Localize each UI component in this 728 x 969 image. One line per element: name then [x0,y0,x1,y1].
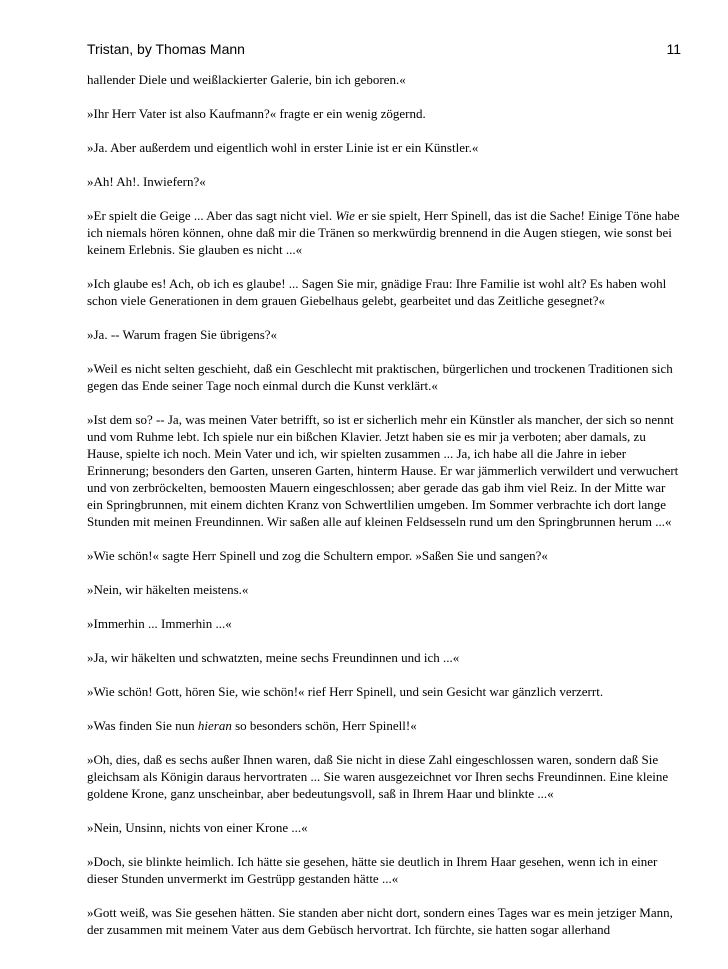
paragraph [87,411,683,530]
text-run: »Er spielt die Geige ... Aber das sagt nicht viel. [87,208,336,223]
text-run: »Nein, wir häkelten meistens.« [87,582,249,597]
paragraph [87,581,683,598]
paragraph [87,751,683,802]
text-run: »Oh, dies, daß es sechs außer Ihnen waren, daß Sie nicht in diese Zahl eingeschlossen waren, sondern daß Sie gleichsam als Königin daraus hervortraten ... Sie waren ausgezeichnet vor Ihren sechs Freundinnen. Eine kleine goldene Krone, ganz unscheinbar, aber bedeutungsvoll, saß in Ihrem Haar und blinkte ...« [87,752,669,801]
document-title: Tristan, by Thomas Mann [87,41,245,57]
paragraph [87,547,683,564]
text-run: »Weil es nicht selten geschieht, daß ein Geschlecht mit praktischen, bürgerlichen und trockenen Traditionen sich gegen das Ende seiner Tage noch einmal durch die Kunst verklärt.« [87,361,673,393]
page-header [87,41,681,61]
paragraph [87,717,683,734]
text-run: »Gott weiß, was Sie gesehen hätten. Sie standen aber nicht dort, sondern eines Tages war es mein jetziger Mann, der zusammen mit meinem Vater aus dem Gebüsch hervortrat. Ich fürchte, sie hatten sogar allerhand [87,905,673,937]
text-run: »Wie schön!« sagte Herr Spinell und zog die Schultern empor. »Saßen Sie und sangen?« [87,548,548,563]
text-run: »Wie schön! Gott, hören Sie, wie schön!« rief Herr Spinell, und sein Gesicht war gänzlich verzerrt. [87,684,604,699]
text-run: »Nein, Unsinn, nichts von einer Krone ...« [87,820,308,835]
text-run: »Ja. Aber außerdem und eigentlich wohl in erster Linie ist er ein Künstler.« [87,140,479,155]
paragraph [87,853,683,887]
page-body [87,71,683,955]
page-number: 11 [666,41,681,57]
text-run: er sie spielt, Herr Spinell, das ist die Sache! Einige Töne habe ich niemals hören können, ohne daß mir die Tränen so merkwürdig brennend in die Augen stiegen, wie sonst bei keinem Erlebnis. Sie glauben es nicht ...« [87,208,680,257]
emphasis: hieran [197,718,232,733]
paragraph [87,326,683,343]
text-run: »Doch, sie blinkte heimlich. Ich hätte sie gesehen, hätte sie deutlich in Ihrem Haar gesehen, wenn ich in einer dieser Stunden unvermerkt im Gestrüpp gestanden hätte ...« [87,854,658,886]
paragraph [87,275,683,309]
text-run: »Ist dem so? -- Ja, was meinen Vater betrifft, so ist er sicherlich mehr ein Künstler als mancher, der sich so nennt und vom Ruhme lebt. Ich spiele nur ein bißchen Klavier. Jetzt haben sie es mir ja verboten; aber damals, zu Hause, spielte ich noch. Mein Vater und ich, wir spielten zusammen ... Ja, ich habe all die Jahre in ieber Erinnerung; besonders den Garten, unseren Garten, hinterm Hause. Er war jämmerlich verwildert und verwuchert und von zerbröckelten, bemoosten Mauern eingeschlossen; aber gerade das gab ihm viel Reiz. In der Mitte war ein Springbrunnen, mit einem dichten Kranz von Schwertlilien umgeben. Im Sommer verbrachte ich dort lange Stunden mit meinen Freundinnen. Wir saßen alle auf kleinen Feldsesseln rund um den Springbrunnen herum ...« [87,412,679,529]
paragraph [87,105,683,122]
emphasis: Wie [335,208,355,223]
text-run: »Was finden Sie nun [87,718,198,733]
text-run: »Ah! Ah!. Inwiefern?« [87,174,206,189]
paragraph [87,819,683,836]
paragraph [87,649,683,666]
paragraph [87,71,683,88]
text-run: hallender Diele und weißlackierter Galerie, bin ich geboren.« [87,72,406,87]
text-run: »Immerhin ... Immerhin ...« [87,616,232,631]
text-run: »Ja, wir häkelten und schwatzten, meine sechs Freundinnen und ich ...« [87,650,460,665]
text-run: »Ihr Herr Vater ist also Kaufmann?« fragte er ein wenig zögernd. [87,106,426,121]
paragraph [87,173,683,190]
text-run: »Ich glaube es! Ach, ob ich es glaube! ... Sagen Sie mir, gnädige Frau: Ihre Familie ist wohl alt? Es haben wohl schon viele Generationen in dem grauen Giebelhaus gelebt, gearbeitet und das Zeitliche gesegnet?« [87,276,667,308]
text-run: so besonders schön, Herr Spinell!« [231,718,417,733]
paragraph [87,207,683,258]
paragraph [87,139,683,156]
paragraph [87,904,683,938]
text-run: »Ja. -- Warum fragen Sie übrigens?« [87,327,278,342]
paragraph [87,360,683,394]
paragraph [87,615,683,632]
paragraph [87,683,683,700]
